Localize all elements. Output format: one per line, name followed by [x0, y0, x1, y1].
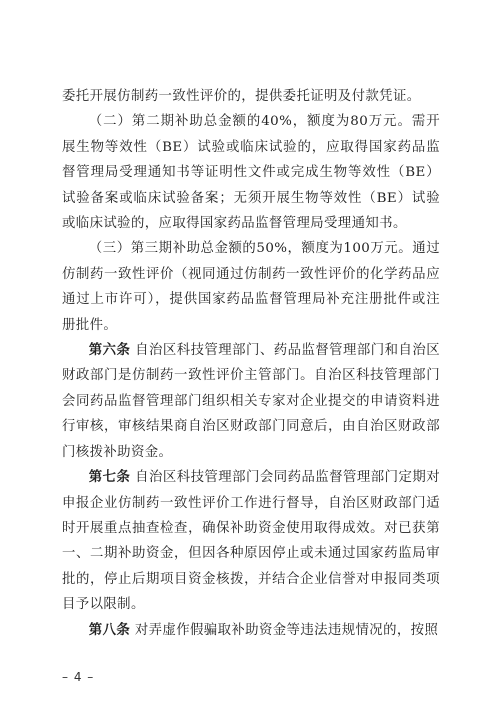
article-number: 第八条	[88, 622, 131, 638]
paragraph-article-8	[62, 618, 440, 643]
paragraph-article-7	[62, 465, 440, 617]
paragraph-article-6	[62, 338, 440, 465]
paragraph-text: （三）第三期补助总金额的50%，额度为100万元。通过仿制药一致性评价（视同通过仿制药一致性评价的化学药品应通过上市许可），提供国家药品监督管理局补充注册批件或注册批件。	[62, 241, 440, 333]
paragraph-text: 对弄虚作假骗取补助资金等违法违规情况的，按照	[134, 622, 439, 638]
paragraph-text: 自治区科技管理部门会同药品监督管理部门定期对申报企业仿制药一致性评价工作进行督导，自治区财政部门适时开展重点抽查检查，确保补助资金使用取得成效。对已获第一、二期补助资金，但因各种原因停止或未通过国家药监局审批的，停止后期项目资金核拨，并结合企业信誉对申报同类项目予以限制。	[62, 470, 440, 613]
article-number: 第七条	[88, 470, 131, 486]
paragraph-text: 委托开展仿制药一致性评价的，提供委托证明及付款凭证。	[62, 89, 421, 104]
paragraph-continuation	[62, 84, 440, 109]
article-number: 第六条	[88, 343, 131, 359]
paragraph-text: 自治区科技管理部门、药品监督管理部门和自治区财政部门是仿制药一致性评价主管部门。自治区科技管理部门会同药品监督管理部门组织相关专家对企业提交的申请资料进行审核，审核结果商自治区财政部门同意后，由自治区财政部门核拨补助资金。	[62, 343, 440, 460]
page-number: – 4 –	[62, 670, 95, 684]
paragraph-third-phase	[62, 236, 440, 338]
paragraph-text: （二）第二期补助总金额的40%，额度为80万元。需开展生物等效性（BE）试验或临床试验的，应取得国家药品监督管理局受理通知书等证明性文件或完成生物等效性（BE）试验备案或临床试验备案；无须开展生物等效性（BE）试验或临床试验的，应取得国家药品监督管理局受理通知书。	[62, 114, 440, 232]
paragraph-second-phase	[62, 109, 440, 236]
document-body	[62, 84, 440, 643]
